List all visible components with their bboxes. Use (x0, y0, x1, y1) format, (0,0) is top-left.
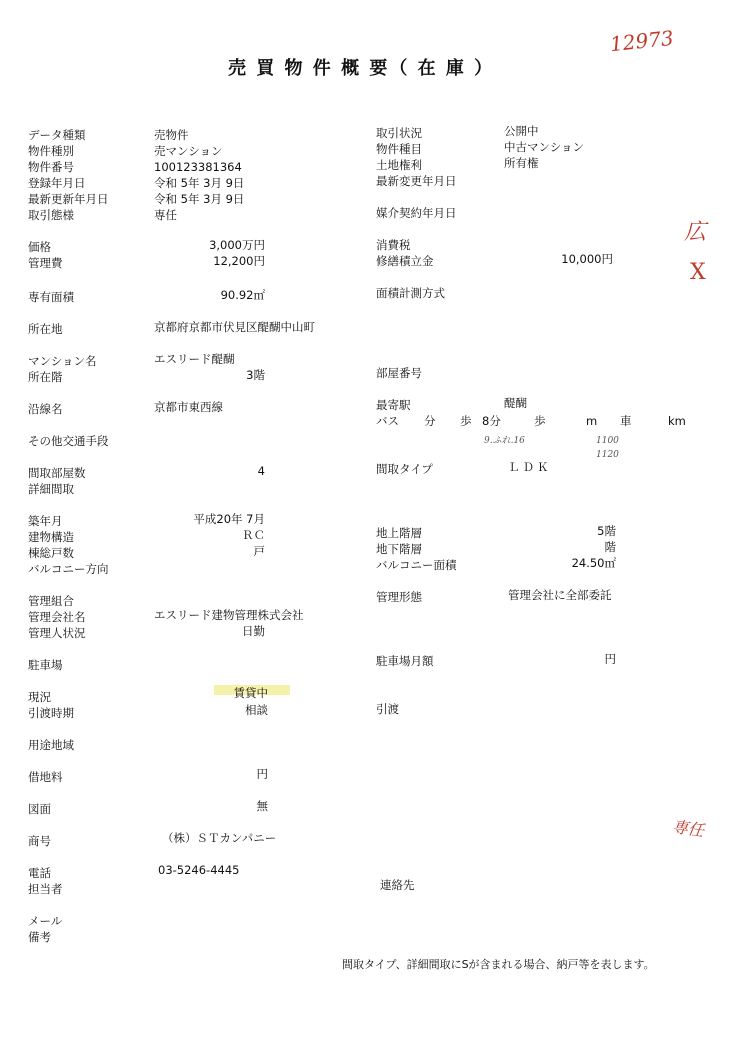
label-handover: 引渡 (376, 702, 399, 716)
label-parking-fee: 駐車場月額 (376, 654, 434, 668)
handwritten-mark: 広 (684, 220, 707, 245)
value-station: 醍醐 (504, 396, 527, 410)
label-built: 築年月 (28, 514, 63, 528)
label-contact-person: 担当者 (28, 882, 63, 896)
label-handover-time: 引渡時期 (28, 706, 74, 720)
value-balcony-area: 24.50㎡ (571, 556, 616, 570)
value-property-item: 中古マンション (504, 140, 584, 154)
label-mgmt-association: 管理組合 (28, 594, 74, 608)
value-area: 90.92㎡ (220, 288, 265, 302)
label-drawing: 図面 (28, 802, 51, 816)
label-price: 価格 (28, 240, 51, 254)
label-contact: 連絡先 (380, 878, 415, 892)
label-area-method: 面積計測方式 (376, 286, 445, 300)
pencil-note: 1100 (596, 436, 619, 446)
label-floor: 所在階 (28, 370, 63, 384)
label-station: 最寄駅 (376, 398, 411, 412)
access-bus: バス (376, 414, 399, 428)
access-min: 分 (424, 414, 436, 428)
value-floors-below: 階 (604, 540, 616, 554)
value-property-kind: 売マンション (154, 144, 223, 158)
label-property-kind: 物件種別 (28, 144, 74, 158)
value-floors-above: 5階 (597, 524, 616, 538)
access-walk-minutes: 8分 (482, 414, 501, 428)
value-mansion-name: エスリード醍醐 (154, 352, 235, 366)
label-rooms: 間取部屋数 (28, 466, 86, 480)
pencil-note: 9.ふれ.16 (484, 436, 525, 446)
label-balcony-direction: バルコニー方向 (28, 562, 109, 576)
page-title: 売 買 物 件 概 要（ 在 庫 ） (228, 58, 495, 79)
label-area: 専有面積 (28, 290, 74, 304)
access-km: km (668, 414, 686, 428)
value-phone: 03-5246-4445 (158, 863, 240, 877)
label-brokerage-date: 媒介契約年月日 (376, 206, 457, 220)
value-mgmt-fee: 12,200円 (213, 254, 265, 268)
value-updated: 令和 5年 3月 9日 (154, 192, 245, 206)
label-floors-above: 地上階層 (376, 526, 422, 540)
label-line: 沿線名 (28, 402, 63, 416)
value-handover-time: 相談 (245, 703, 268, 717)
access-walk-2: 歩 (534, 414, 546, 428)
label-layout-detail: 詳細間取 (28, 482, 74, 496)
label-last-change: 最新変更年月日 (376, 174, 457, 188)
value-layout-type: ＬＤＫ (508, 460, 552, 474)
label-property-no: 物件番号 (28, 160, 74, 174)
value-structure: ＲＣ (242, 528, 265, 542)
value-mgmt-company: エスリード建物管理株式会社 (154, 608, 304, 622)
value-repair-fund: 10,000円 (561, 252, 613, 266)
label-mgmt-company: 管理会社名 (28, 610, 86, 624)
label-repair-fund: 修繕積立金 (376, 254, 434, 268)
label-address: 所在地 (28, 322, 63, 336)
label-deal-form: 取引態様 (28, 208, 74, 222)
label-deal-status: 取引状況 (376, 126, 422, 140)
label-tax: 消費税 (376, 238, 411, 252)
value-floor: 3階 (246, 368, 265, 382)
label-data-type: データ種類 (28, 128, 86, 142)
value-status: 賃貸中 (233, 686, 268, 700)
label-property-item: 物件種目 (376, 142, 422, 156)
label-manager: 管理人状況 (28, 626, 86, 640)
handwritten-x-mark: X (690, 260, 706, 285)
value-address: 京都府京都市伏見区醍醐中山町 (154, 320, 315, 334)
value-line: 京都市東西線 (154, 400, 223, 414)
label-balcony-area: バルコニー面積 (376, 558, 457, 572)
access-car: 車 (620, 414, 632, 428)
label-mansion-name: マンション名 (28, 354, 97, 368)
label-updated: 最新更新年月日 (28, 192, 109, 206)
label-room-no: 部屋番号 (376, 366, 422, 380)
value-company: （株）ＳＴカンパニー (162, 831, 277, 845)
value-units: 戸 (253, 544, 265, 558)
value-registered: 令和 5年 3月 9日 (154, 176, 245, 190)
label-phone: 電話 (28, 866, 51, 880)
label-mgmt-fee: 管理費 (28, 256, 63, 270)
value-drawing: 無 (256, 799, 268, 813)
label-notes: 備考 (28, 930, 51, 944)
label-floors-below: 地下階層 (376, 542, 422, 556)
label-land-rent: 借地料 (28, 770, 63, 784)
label-email: メール (28, 914, 63, 928)
label-parking: 駐車場 (28, 658, 63, 672)
access-walk: 歩 (460, 414, 472, 428)
label-status: 現況 (28, 690, 51, 704)
label-zoning: 用途地域 (28, 738, 74, 752)
value-deal-status: 公開中 (504, 124, 539, 138)
label-land-right: 土地権利 (376, 158, 422, 172)
label-company: 商号 (28, 834, 51, 848)
value-rooms: 4 (257, 464, 265, 478)
handwritten-mark-senin: 専任 (670, 816, 706, 841)
footnote: 間取タイプ、詳細間取にSが含まれる場合、納戸等を表します。 (342, 958, 655, 971)
label-mgmt-form: 管理形態 (376, 590, 422, 604)
value-built: 平成20年 7月 (193, 512, 265, 526)
value-data-type: 売物件 (154, 128, 189, 142)
value-land-right: 所有権 (504, 156, 539, 170)
value-parking-fee: 円 (604, 652, 616, 666)
pencil-note: 1120 (596, 450, 619, 460)
label-structure: 建物構造 (28, 530, 74, 544)
label-layout-type: 間取タイプ (376, 462, 433, 476)
value-price: 3,000万円 (209, 238, 265, 252)
access-meters: m (586, 414, 598, 428)
label-other-transport: その他交通手段 (28, 434, 109, 448)
value-land-rent: 円 (256, 767, 268, 781)
label-registered: 登録年月日 (28, 176, 86, 190)
value-deal-form: 専任 (154, 208, 177, 222)
label-units: 棟総戸数 (28, 546, 74, 560)
value-property-no: 100123381364 (154, 160, 242, 174)
value-manager: 日勤 (242, 624, 265, 638)
value-mgmt-form: 管理会社に全部委託 (508, 588, 612, 602)
handwritten-number: 12973 (608, 25, 675, 57)
